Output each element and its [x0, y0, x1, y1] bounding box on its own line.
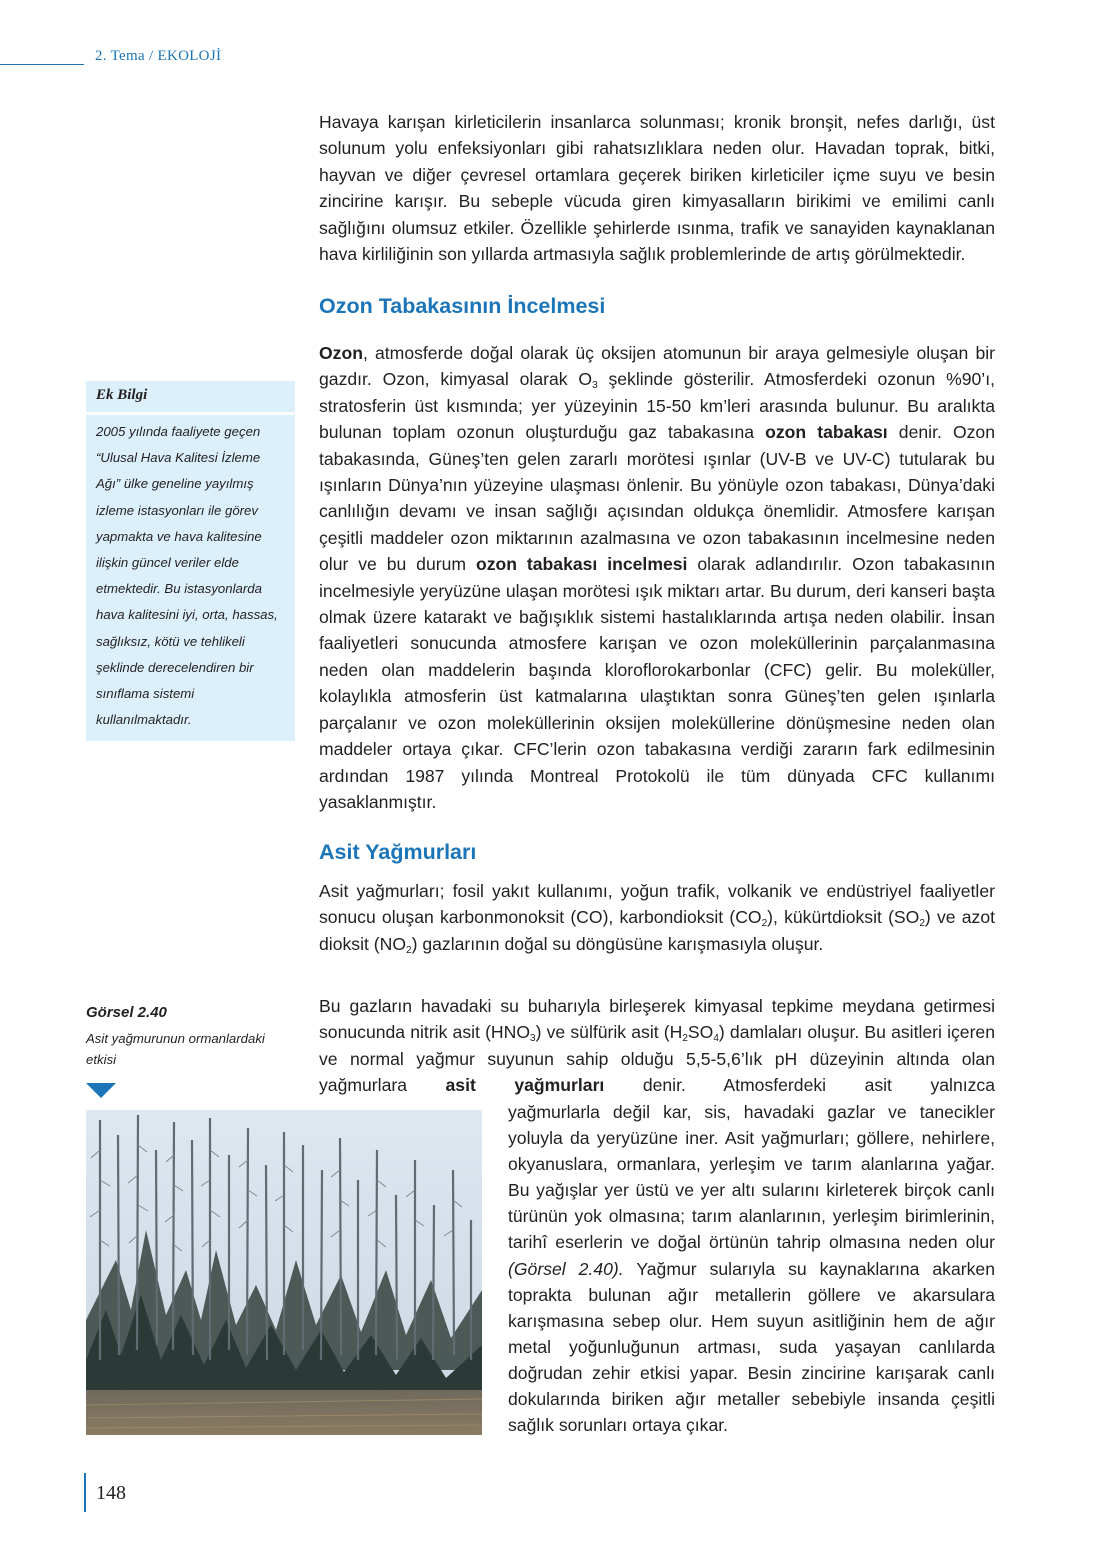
ek-bilgi-box: [86, 381, 295, 741]
term-asit-yagmurlari: asit yağmurları: [445, 1075, 605, 1096]
running-header: 2. Tema / EKOLOJİ: [95, 48, 222, 64]
term-ozon: Ozon: [319, 343, 363, 363]
figure-reference: (Görsel 2.40).: [508, 1258, 624, 1279]
header-rule: [0, 64, 84, 65]
heading-acid-rain: Asit Yağmurları: [319, 840, 477, 864]
acid-rain-paragraph-3: yağmurlarla değil kar, sis, havadaki gazlar ve tanecikler yoluyla da yeryüzüne iner. Asit yağmurları; göllere, nehirlere, okyanuslara, ormanlara, yerleşim ve tarım alanlarına yağar. Bu yağışlar yer üstü ve yer altı sularını kirleterek birçok canlı türünün yok olmasına; tarım alanlarının, yerleşim birimlerinin, tarihî eserlerin ve doğal örtünün tahrip olmasına neden olur (Görsel 2.40). Yağmur sularıyla su kaynaklarına akarken toprakta bulunan ağır metallerin göllere ve akarsulara karışmasına sebep olur. Hem suyun asitliğinin hem de ağır metal yoğunluğunun artması, suda yaşayan canlılarda doğrudan zehir etkisi yapar. Besin zincirine karışarak canlı dokularında biriken ağır metaller sebebiyle insanda çeşitli sağlık sorunları ortaya çıkar.: [508, 1102, 995, 1436]
ozone-paragraph: Ozon, atmosferde doğal olarak üç oksijen atomunun bir araya gelmesiyle oluşan bir gazdır. Ozon, kimyasal olarak $O_3$ şeklinde gösterilir. Atmosferdeki ozonun %90’ı, stratosferin üst kısmında; yer yüzeyinin 15-50 km’leri arasında bulunur. Bu aralıkta bulunan toplam ozonun oluşturduğu gaz tabakasına ozon tabakası denir. Ozon tabakasında, Güneş’ten gelen zararlı morötesi ışınlar (UV-B ve UV-C) tutularak bu ışınların Dünya’nın yüzeyine ulaşması önlenir. Bu yönüyle ozon tabakası, Dünya’daki canlılığın devamı ve insan sağlığı açısından oldukça önemlidir. Atmosfere karışan çeşitli maddeler ozon miktarının azalmasına ve ozon tabakasının incelmesine neden olur ve bu durum ozon tabakası incelmesi olarak adlandırılır. Ozon tabakasının incelmesiyle yeryüzüne ulaşan morötesi ışık miktarı artar. Bu durum, deri kanseri başta olmak üzere katarakt ve bağışıklık sistemi hastalıklarında artışa neden olabilir. İnsan faaliyetleri sonucunda atmosfere karışan ve ozon moleküllerinin parçalanmasına neden olan maddelerin başında kloroflorokarbonlar (CFC) gelir. Bu moleküller, kolaylıkla atmosferin üst katmalarına ulaştıktan sonra Güneş’ten gelen ışınlarla parçalanır ve ozon moleküllerinin oksijen moleküllerine dönüşmesine neden olan maddeler ortaya çıkar. CFC’lerin ozon tabakasına verdiği zararın fark edilmesinin ardından 1987 yılında Montreal Protokolü ile tüm dünyada CFC kullanımı yasaklanmıştır.: [319, 343, 995, 812]
term-ozon-tabakasi: ozon tabakası: [765, 422, 888, 443]
dead-forest-illustration: [86, 1110, 482, 1435]
paragraph-air-pollution: Havaya karışan kirleticilerin insanlarca solunması; kronik bronşit, nefes darlığı, üst solunum yolu enfeksiyonları gibi rahatsızlıklara neden olur. Havadan toprak, bitki, hayvan ve diğer çevresel ortamlara geçerek biriken kirleticiler içme suyu ve besin zincirine karışır. Bu sebeple vücuda giren kimyasalların birikimi ve emilimi canlı sağlığını olumsuz etkiler. Özellikle şehirlerde ısınma, trafik ve sanayiden kaynaklanan hava kirliliğinin son yıllarda artmasıyla sağlık problemlerinde de artış görülmektedir.: [319, 112, 995, 265]
acid-rain-paragraph-2: Bu gazların havadaki su buharıyla birleşerek kimyasal tepkime meydana getirmesi sonucunda nitrik asit $(HNO_3)$ ve sülfürik asit $(H_2SO_4)$ damlaları oluşur. Bu asitleri içeren ve normal yağmur suyunun sahip olduğu 5,5-5,6’lık pH düzeyinin altında olan yağmurlara asit yağmurları denir. Atmosferdeki asit yalnızca: [319, 996, 995, 1096]
term-ozon-incelmesi: ozon tabakası incelmesi: [475, 554, 688, 575]
forest-photo: [86, 1110, 482, 1435]
ek-bilgi-title: Ek Bilgi: [86, 381, 295, 415]
acid-rain-paragraph-1: Asit yağmurları; fosil yakıt kullanımı, yoğun trafik, volkanik ve endüstriyel faaliyetler sonucu oluşan karbonmonoksit (CO), karbondioksit $(CO_2)$, kükürtdioksit $(SO_2)$ ve azot dioksit $(NO_2)$ gazlarının doğal su döngüsüne karışmasıyla oluşur.: [319, 881, 995, 956]
intro-paragraph: [319, 109, 995, 267]
ek-bilgi-body: 2005 yılında faaliyete geçen “Ulusal Hava Kalitesi İzleme Ağı” ülke geneline yayılmış izleme istasyonları ile görev yapmakta ve hava kalitesine ilişkin güncel veriler elde etmektedir. Bu istasyonlarda hava kalitesini iyi, orta, hassas, sağlıksız, kötü ve tehlikeli şeklinde derecelendiren bir sınıflama sistemi kullanılmaktadır.: [96, 424, 278, 728]
figure-label: Görsel 2.40: [86, 1004, 167, 1021]
page-number: 148: [96, 1482, 126, 1504]
footer-rule: [84, 1473, 86, 1512]
caption-arrow-icon: [86, 1083, 116, 1098]
figure-caption: Asit yağmurunun ormanlardaki etkisi: [86, 1031, 265, 1067]
heading-ozone-layer: Ozon Tabakasının İncelmesi: [319, 294, 606, 318]
